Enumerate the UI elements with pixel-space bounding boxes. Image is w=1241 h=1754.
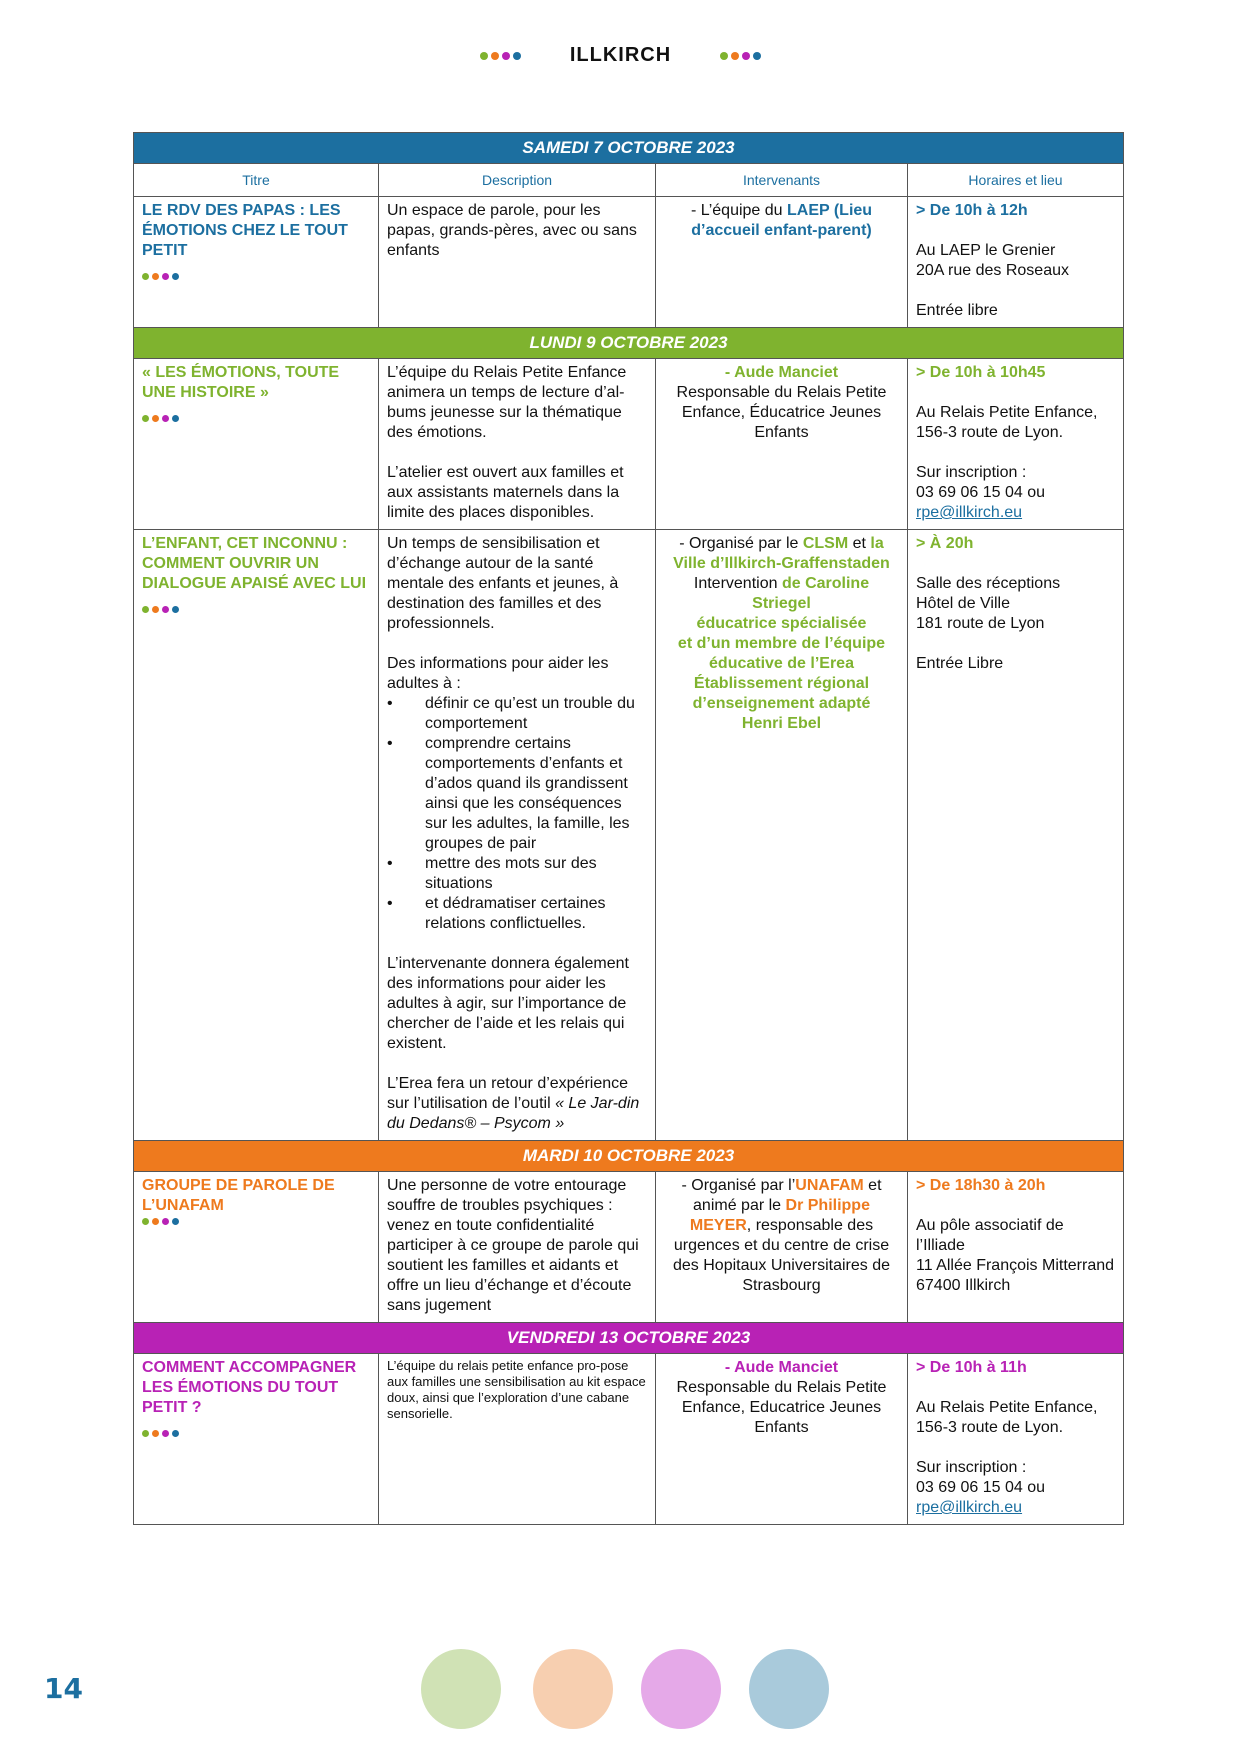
event-description: Une personne de votre entourage souffre de troubles psychiques : venez en toute confidentialité participer à ce groupe de parole qui soutient les familles et aidants et offre un lieu d’échange et d’écoute sans jugement (379, 1172, 656, 1323)
event-place: Au LAEP le Grenier 20A rue des Roseaux Entrée libre (916, 242, 1069, 319)
page-number: 14 (44, 1672, 83, 1705)
event-schedule (908, 359, 1124, 530)
speaker-role: Responsable du Relais Petite Enfance, Éducatrice Jeunes Enfants (676, 384, 887, 441)
event-title-cell (134, 1354, 379, 1525)
event-title: LE RDV DES PAPAS : LES ÉMOTIONS CHEZ LE TOUT PETIT (142, 202, 348, 259)
speaker-text: et (848, 535, 871, 552)
event-place: Au Relais Petite Enfance, 156-3 route de Lyon. Sur inscription : 03 69 06 15 04 ou (916, 1399, 1098, 1496)
column-header-title: Titre (134, 164, 379, 197)
speaker-text: Intervention (693, 575, 782, 592)
event-description: Un espace de parole, pour les papas, grands-pères, avec ou sans enfants (379, 197, 656, 328)
day-header-row (134, 133, 1124, 164)
event-time: > De 10h à 11h (916, 1359, 1027, 1376)
day-header-row (134, 1141, 1124, 1172)
speaker-intervention (664, 574, 899, 734)
speaker-org: CLSM (802, 535, 849, 552)
event-speakers (656, 530, 908, 1141)
decorative-circle-orange (533, 1649, 613, 1729)
event-schedule (908, 530, 1124, 1141)
page-header (0, 44, 1241, 67)
description-outro (387, 954, 647, 1134)
event-title: GROUPE DE PAROLE DE L’UNAFAM (142, 1177, 335, 1214)
event-schedule (908, 1172, 1124, 1323)
bullet-item: • comprendre certains comportements d’enfants et d’ados quand ils grandissent ainsi que les conséquences sur les adultes, la famille, les groupes de pair (387, 734, 647, 854)
event-schedule (908, 1354, 1124, 1525)
day-header-row (134, 1323, 1124, 1354)
speaker-text: - L’équipe du (690, 202, 788, 219)
event-row (134, 1172, 1124, 1323)
bullet-item: • mettre des mots sur des situations (387, 854, 647, 894)
speaker-text: - Organisé par le (679, 535, 803, 552)
speaker-name: - Aude Manciet (724, 364, 839, 381)
decorative-dots (142, 273, 370, 280)
event-place: Au pôle associatif de l’Illiade 11 Allée François Mitterrand 67400 Illkirch (916, 1217, 1115, 1294)
decorative-dots (720, 52, 761, 60)
decorative-dots (142, 415, 370, 422)
event-title-cell (134, 1172, 379, 1323)
column-header-schedule: Horaires et lieu (908, 164, 1124, 197)
event-time: > De 10h à 12h (916, 202, 1028, 219)
day-header: SAMEDI 7 OCTOBRE 2023 (134, 133, 1124, 164)
day-header: VENDREDI 13 OCTOBRE 2023 (134, 1323, 1124, 1354)
event-row (134, 359, 1124, 530)
speaker-role: Responsable du Relais Petite Enfance, Educatrice Jeunes Enfants (676, 1379, 887, 1436)
day-header: MARDI 10 OCTOBRE 2023 (134, 1141, 1124, 1172)
event-speakers (656, 197, 908, 328)
decorative-circle-blue (749, 1649, 829, 1729)
event-speakers (656, 1354, 908, 1525)
event-schedule (908, 197, 1124, 328)
event-row (134, 530, 1124, 1141)
column-header-row (134, 164, 1124, 197)
decorative-dots (142, 1218, 370, 1225)
speaker-organizers (664, 534, 899, 574)
event-row (134, 197, 1124, 328)
column-header-speakers: Intervenants (656, 164, 908, 197)
bullet-item: • définir ce qu’est un trouble du comportement (387, 694, 647, 734)
event-title: « LES ÉMOTIONS, TOUTE UNE HISTOIRE » (142, 364, 340, 401)
event-time: > De 18h30 à 20h (916, 1177, 1046, 1194)
speaker-org: LAEP (Lieu d’accueil enfant-parent) (691, 202, 873, 239)
email-link[interactable]: rpe@illkirch.eu (916, 1499, 1023, 1516)
event-title: COMMENT ACCOMPAGNER LES ÉMOTIONS DU TOUT PETIT ? (142, 1359, 357, 1416)
event-speakers (656, 1172, 908, 1323)
event-place: Au Relais Petite Enfance, 156-3 route de Lyon. Sur inscription : 03 69 06 15 04 ou (916, 404, 1098, 501)
event-title-cell (134, 197, 379, 328)
speaker-name: - Aude Manciet (724, 1359, 839, 1376)
speaker-name: Dr Philippe MEYER (689, 1197, 870, 1234)
event-description (379, 530, 656, 1141)
speaker-org: la Ville d’Illkirch-Graffenstaden (673, 535, 890, 572)
speaker-text: - Organisé par l’ (681, 1177, 796, 1194)
decorative-dots (480, 52, 521, 60)
speaker-text: et animé par le (693, 1177, 882, 1214)
description-bullet-list (387, 694, 647, 934)
event-time: > De 10h à 10h45 (916, 364, 1046, 381)
event-title: L’ENFANT, CET INCONNU : COMMENT OUVRIR UN DIALOGUE APAISÉ AVEC LUI (142, 535, 367, 592)
column-header-description: Description (379, 164, 656, 197)
day-header-row (134, 328, 1124, 359)
decorative-circle-purple (641, 1649, 721, 1729)
event-time: > À 20h (916, 535, 974, 552)
speaker-name: de Caroline Striegel éducatrice spécialisée et d’un membre de l’équipe éducative de l’Erea Établissement régional d’enseignement adapté Henri Ebel (677, 575, 886, 732)
description-intro: Un temps de sensibilisation et d’échange autour de la santé mentale des enfants et jeunes, à destination des familles et des professionnels. Des informations pour aider les adultes à : (387, 535, 619, 692)
decorative-dots (142, 606, 370, 613)
email-link[interactable]: rpe@illkirch.eu (916, 504, 1023, 521)
event-row (134, 1354, 1124, 1525)
bullet-item: • et dédramatiser certaines relations conflictuelles. (387, 894, 647, 934)
event-place: Salle des réceptions Hôtel de Ville 181 route de Lyon Entrée Libre (916, 575, 1061, 672)
event-speakers (656, 359, 908, 530)
decorative-dots (142, 1430, 370, 1437)
decorative-circle-green (421, 1649, 501, 1729)
speaker-org: UNAFAM (795, 1177, 864, 1194)
day-header: LUNDI 9 OCTOBRE 2023 (134, 328, 1124, 359)
page-title: ILLKIRCH (569, 44, 672, 66)
agenda-table (133, 132, 1124, 1525)
speaker-text: , responsable des urgences et du centre de crise des Hopitaux Universitaires de Strasbourg (673, 1217, 890, 1294)
event-title-cell (134, 530, 379, 1141)
event-description: L’équipe du Relais Petite Enfance animera un temps de lecture d’al-bums jeunesse sur la thématique des émotions. L’atelier est ouvert aux familles et aux assistants maternels dans la limite des places disponibles. (379, 359, 656, 530)
event-title-cell (134, 359, 379, 530)
event-description: L’équipe du relais petite enfance pro-pose aux familles une sensibilisation au kit espace doux, ainsi que l’exploration d’une cabane sensorielle. (379, 1354, 656, 1525)
tool-name: « Le Jar-din du Dedans® – Psycom » (387, 1095, 640, 1132)
description-outro-text: L’intervenante donnera également des informations pour aider les adultes à agir, sur l’importance de chercher de l’aide et les relais qui existent. L’Erea fera un retour d’expérience sur l’utilisation de l’outil (387, 955, 629, 1112)
